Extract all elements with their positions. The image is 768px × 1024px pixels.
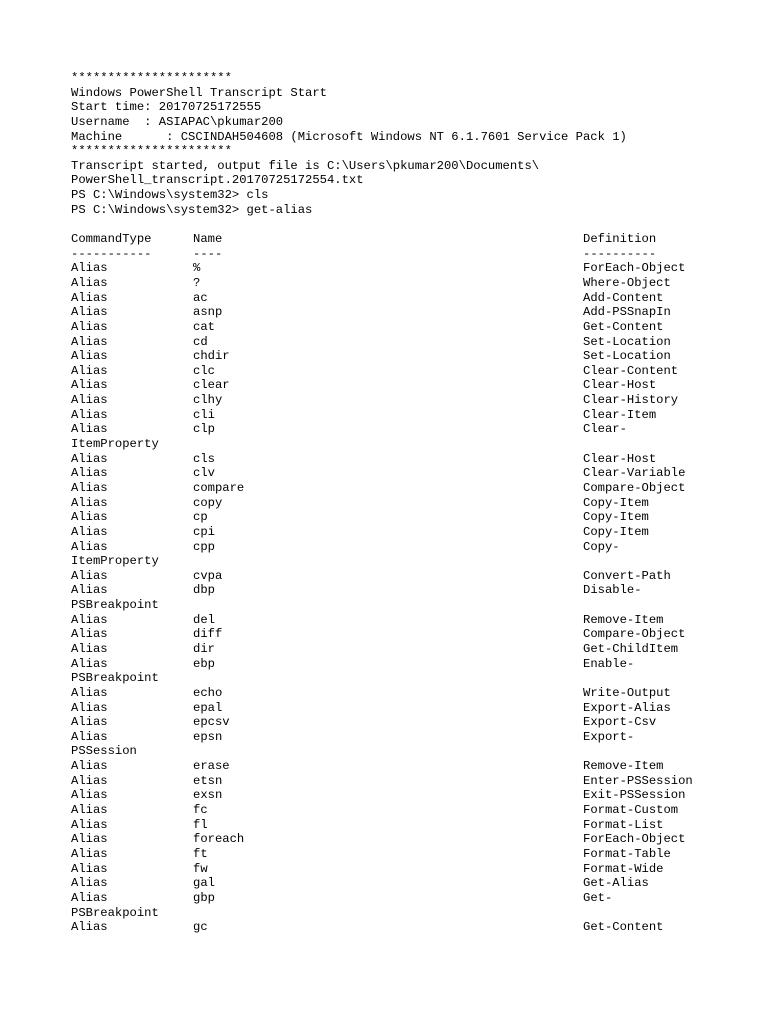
row-definition: Write-Output (583, 685, 671, 700)
transcript-title: Windows PowerShell Transcript Start (71, 85, 327, 100)
row-commandtype: Alias (71, 656, 108, 671)
row-name: gbp (193, 890, 215, 905)
table-row (71, 393, 761, 408)
row-name: clv (193, 466, 215, 481)
table-row (71, 701, 761, 716)
table-row (71, 408, 761, 423)
row-name: % (193, 261, 201, 276)
row-name: ebp (193, 656, 215, 671)
row-name: foreach (193, 832, 245, 847)
row-name: clc (193, 363, 215, 378)
table-row (71, 832, 761, 847)
row-name: exsn (193, 788, 223, 803)
row-definition: Clear-Host (583, 451, 657, 466)
row-definition: Add-PSSnapIn (583, 305, 671, 320)
row-name: diff (193, 627, 223, 642)
table-row (71, 613, 761, 628)
row-definition: Clear-Content (583, 363, 679, 378)
row-commandtype: Alias (71, 378, 108, 393)
row-definition: ForEach-Object (583, 832, 686, 847)
row-name: fw (193, 861, 208, 876)
header-commandtype: CommandType (71, 232, 152, 247)
row-commandtype: Alias (71, 393, 108, 408)
row-commandtype: Alias (71, 876, 108, 891)
table-row (71, 320, 761, 335)
row-commandtype: Alias (71, 890, 108, 905)
row-name: ac (193, 290, 208, 305)
row-name: dir (193, 641, 215, 656)
row-name: clhy (193, 393, 223, 408)
transcript-document (71, 71, 761, 935)
row-name: erase (193, 759, 230, 774)
row-definition: Export- (583, 729, 635, 744)
username: Username : ASIAPAC\pkumar200 (71, 114, 284, 129)
table-row (71, 540, 761, 555)
table-row (71, 378, 761, 393)
row-commandtype: Alias (71, 759, 108, 774)
table-row (71, 715, 761, 730)
row-name: cvpa (193, 568, 223, 583)
row-definition-wrap: PSBreakpoint (71, 671, 159, 686)
row-definition: Export-Csv (583, 715, 657, 730)
row-definition: Clear-Item (583, 407, 657, 422)
row-name: copy (193, 495, 223, 510)
table-row (71, 349, 761, 364)
row-definition: Get-ChildItem (583, 641, 679, 656)
row-commandtype: Alias (71, 832, 108, 847)
row-definition: Clear-History (583, 393, 679, 408)
row-name: cls (193, 451, 215, 466)
row-name: ft (193, 846, 208, 861)
table-row (71, 481, 761, 496)
transcript-started-line: Transcript started, output file is C:\Users\pkumar200\Documents\ (71, 158, 540, 173)
row-definition: Format-Table (583, 846, 671, 861)
row-name: epcsv (193, 715, 230, 730)
transcript-file-line: PowerShell_transcript.20170725172554.txt (71, 173, 364, 188)
row-commandtype: Alias (71, 451, 108, 466)
table-row (71, 730, 761, 745)
row-commandtype: Alias (71, 524, 108, 539)
row-commandtype: Alias (71, 715, 108, 730)
table-row (71, 496, 761, 511)
table-row (71, 335, 761, 350)
row-name: ? (193, 275, 201, 290)
row-name: fc (193, 803, 208, 818)
row-name: cpi (193, 524, 215, 539)
row-definition: Export-Alias (583, 700, 671, 715)
row-definition: Add-Content (583, 290, 664, 305)
row-definition-wrap: PSBreakpoint (71, 598, 159, 613)
start-time: Start time: 20170725172555 (71, 100, 262, 115)
row-definition: Exit-PSSession (583, 788, 686, 803)
table-row (71, 657, 761, 672)
row-commandtype: Alias (71, 846, 108, 861)
table-header-dashes (71, 247, 761, 262)
dashes-definition: ---------- (583, 246, 657, 261)
row-definition-wrap: PSBreakpoint (71, 905, 159, 920)
row-commandtype: Alias (71, 583, 108, 598)
row-name: cp (193, 510, 208, 525)
row-definition: Format-Custom (583, 803, 679, 818)
row-name: chdir (193, 349, 230, 364)
row-commandtype: Alias (71, 685, 108, 700)
row-definition: Compare-Object (583, 480, 686, 495)
row-definition: ForEach-Object (583, 261, 686, 276)
row-definition-wrap: ItemProperty (71, 554, 159, 569)
row-commandtype: Alias (71, 641, 108, 656)
table-row (71, 920, 761, 935)
header-name: Name (193, 232, 223, 247)
table-row (71, 627, 761, 642)
row-name: epsn (193, 729, 223, 744)
row-name: gal (193, 876, 215, 891)
row-commandtype: Alias (71, 480, 108, 495)
row-commandtype: Alias (71, 568, 108, 583)
row-commandtype: Alias (71, 305, 108, 320)
row-definition: Enter-PSSession (583, 773, 693, 788)
row-commandtype: Alias (71, 290, 108, 305)
prompt-cls: PS C:\Windows\system32> cls (71, 188, 269, 203)
dashes-commandtype: ----------- (71, 246, 152, 261)
table-row (71, 452, 761, 467)
table-row (71, 364, 761, 379)
row-commandtype: Alias (71, 261, 108, 276)
row-definition: Compare-Object (583, 627, 686, 642)
row-name: dbp (193, 583, 215, 598)
row-name: echo (193, 685, 223, 700)
row-commandtype: Alias (71, 275, 108, 290)
row-definition: Disable- (583, 583, 642, 598)
row-definition: Set-Location (583, 349, 671, 364)
table-row (71, 862, 761, 877)
table-row (71, 788, 761, 803)
row-name: cat (193, 319, 215, 334)
row-name: epal (193, 700, 223, 715)
row-commandtype: Alias (71, 334, 108, 349)
row-definition: Get- (583, 890, 613, 905)
row-definition: Copy- (583, 539, 620, 554)
row-commandtype: Alias (71, 407, 108, 422)
table-row (71, 466, 761, 481)
row-commandtype: Alias (71, 817, 108, 832)
row-commandtype: Alias (71, 422, 108, 437)
row-name: gc (193, 920, 208, 935)
table-row (71, 291, 761, 306)
table-row (71, 305, 761, 320)
table-row (71, 569, 761, 584)
row-definition: Get-Alias (583, 876, 649, 891)
row-definition-wrap: PSSession (71, 744, 137, 759)
row-commandtype: Alias (71, 773, 108, 788)
row-name: fl (193, 817, 208, 832)
row-commandtype: Alias (71, 920, 108, 935)
row-definition: Copy-Item (583, 495, 649, 510)
row-commandtype: Alias (71, 319, 108, 334)
table-row (71, 891, 761, 906)
row-commandtype: Alias (71, 700, 108, 715)
dashes-name: ---- (193, 246, 223, 261)
row-name: cpp (193, 539, 215, 554)
row-definition: Get-Content (583, 920, 664, 935)
table-row (71, 818, 761, 833)
row-name: asnp (193, 305, 223, 320)
row-definition: Clear-Host (583, 378, 657, 393)
table-row (71, 422, 761, 437)
row-name: clear (193, 378, 230, 393)
header-stars-bottom: ********************** (71, 144, 232, 159)
row-commandtype: Alias (71, 363, 108, 378)
row-commandtype: Alias (71, 466, 108, 481)
row-definition: Where-Object (583, 275, 671, 290)
alias-table-body (71, 261, 761, 934)
table-row (71, 686, 761, 701)
table-header (71, 232, 761, 247)
row-commandtype: Alias (71, 510, 108, 525)
row-definition: Clear-Variable (583, 466, 686, 481)
row-commandtype: Alias (71, 861, 108, 876)
prompt-get-alias: PS C:\Windows\system32> get-alias (71, 202, 313, 217)
table-row (71, 276, 761, 291)
row-name: clp (193, 422, 215, 437)
row-commandtype: Alias (71, 627, 108, 642)
table-row (71, 261, 761, 276)
row-definition: Format-Wide (583, 861, 664, 876)
row-definition-wrap: ItemProperty (71, 437, 159, 452)
table-row (71, 847, 761, 862)
row-definition: Convert-Path (583, 568, 671, 583)
table-row (71, 774, 761, 789)
row-commandtype: Alias (71, 349, 108, 364)
blank-line (71, 217, 761, 232)
row-definition: Enable- (583, 656, 635, 671)
table-row (71, 642, 761, 657)
table-row (71, 525, 761, 540)
row-commandtype: Alias (71, 729, 108, 744)
header-stars-top: ********************** (71, 71, 232, 85)
row-name: cli (193, 407, 215, 422)
row-definition: Set-Location (583, 334, 671, 349)
row-definition: Copy-Item (583, 510, 649, 525)
machine: Machine : CSCINDAH504608 (Microsoft Windows NT 6.1.7601 Service Pack 1) (71, 129, 627, 144)
row-definition: Format-List (583, 817, 664, 832)
row-definition: Copy-Item (583, 524, 649, 539)
row-name: etsn (193, 773, 223, 788)
row-name: cd (193, 334, 208, 349)
row-definition: Remove-Item (583, 612, 664, 627)
row-commandtype: Alias (71, 612, 108, 627)
table-row (71, 803, 761, 818)
row-commandtype: Alias (71, 539, 108, 554)
table-row (71, 583, 761, 598)
header-definition: Definition (583, 232, 657, 247)
row-commandtype: Alias (71, 495, 108, 510)
row-name: compare (193, 480, 245, 495)
row-name: del (193, 612, 215, 627)
row-commandtype: Alias (71, 803, 108, 818)
table-row (71, 876, 761, 891)
table-row (71, 510, 761, 525)
row-definition: Get-Content (583, 319, 664, 334)
row-definition: Clear- (583, 422, 627, 437)
row-commandtype: Alias (71, 788, 108, 803)
table-row (71, 759, 761, 774)
row-definition: Remove-Item (583, 759, 664, 774)
